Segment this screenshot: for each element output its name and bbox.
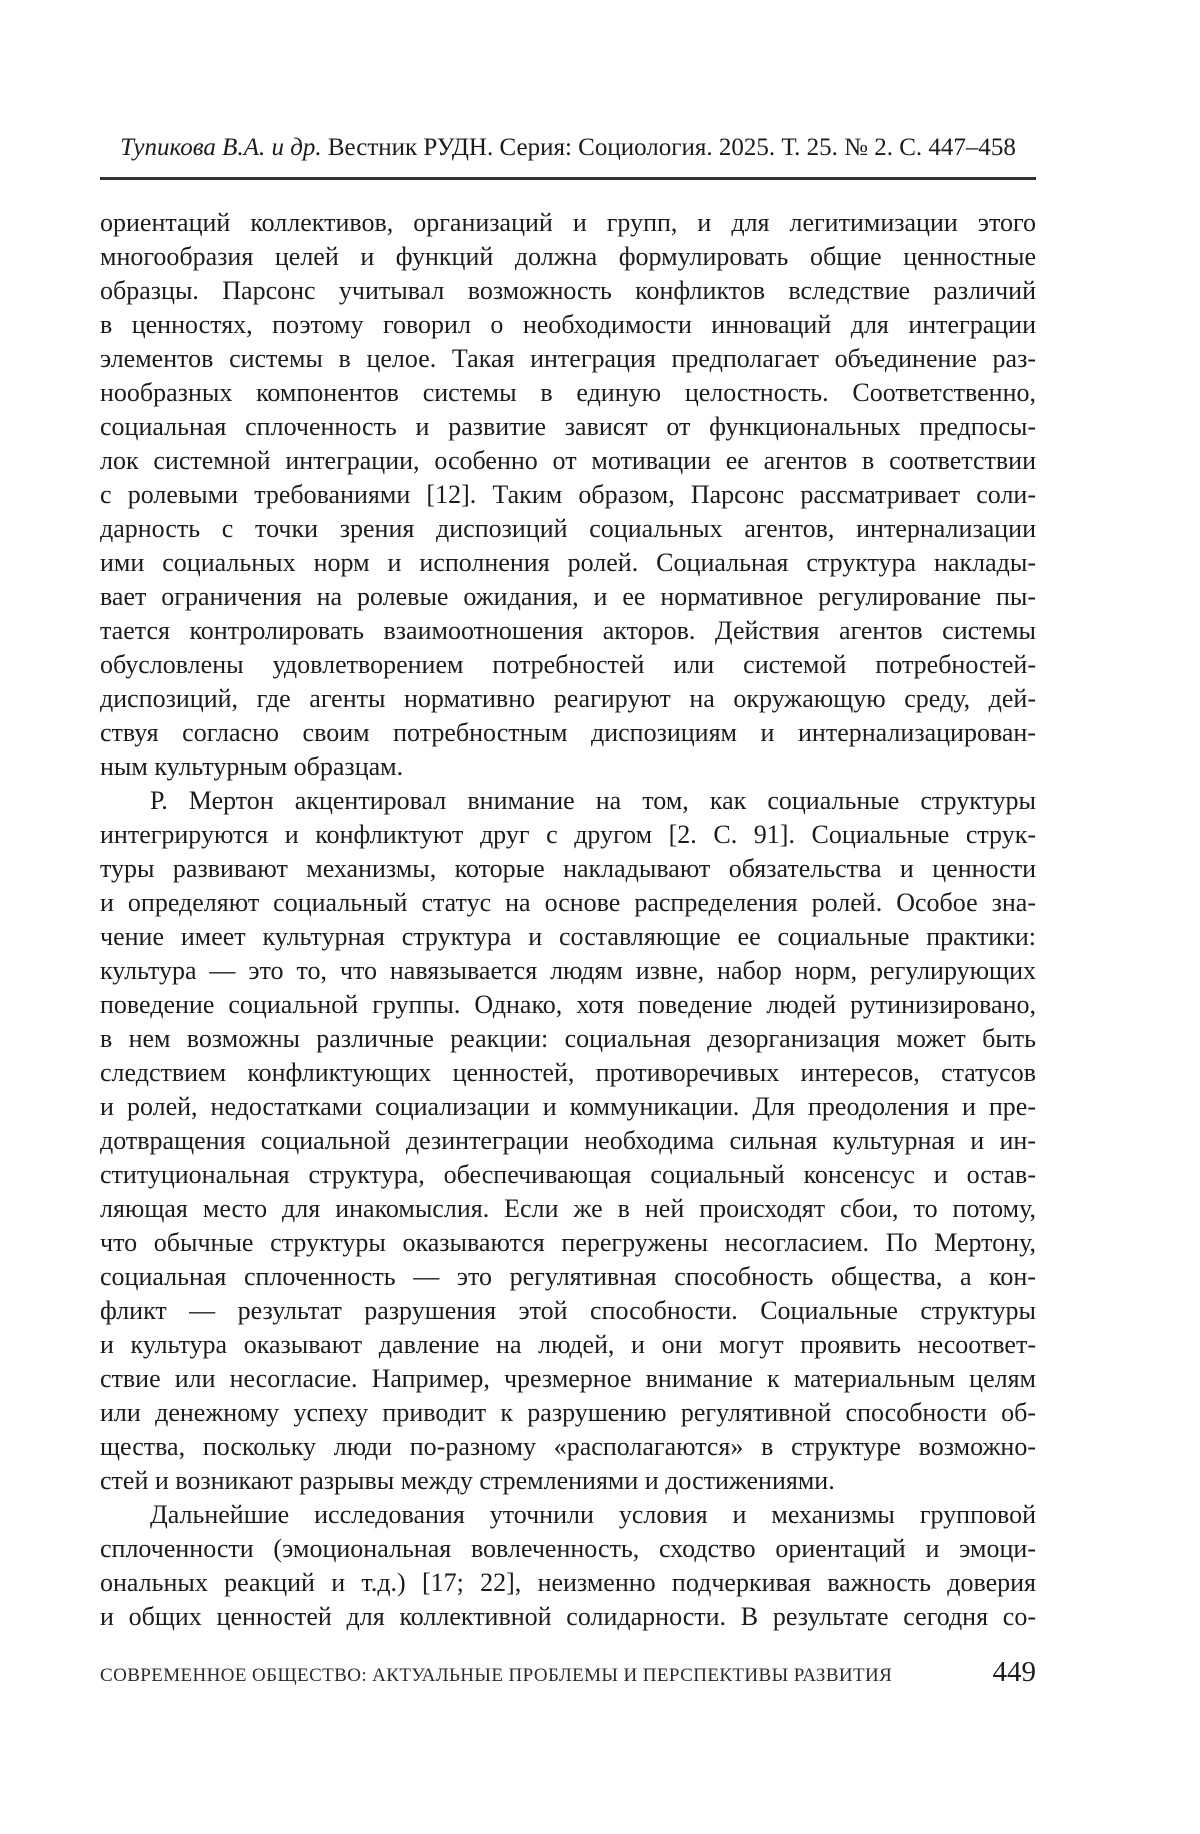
text-line: ональных реакций и т.д.) [17; 22], неизменно подчеркивая важность доверия xyxy=(100,1568,1036,1597)
text-line: и культура оказывают давление на людей, и они могут проявить несоответ- xyxy=(100,1330,1036,1359)
text-line: нообразных компонентов системы в единую целостность. Соответственно, xyxy=(100,378,1036,407)
text-line: ориентаций коллективов, организаций и групп, и для легитимизации этого xyxy=(100,208,1036,237)
text-line: обусловлены удовлетворением потребностей или системой потребностей- xyxy=(100,650,1036,679)
page-footer xyxy=(100,1656,1036,1689)
footer-section-title: СОВРЕМЕННОЕ ОБЩЕСТВО: АКТУАЛЬНЫЕ ПРОБЛЕМЫ И ПЕРСПЕКТИВЫ РАЗВИТИЯ xyxy=(100,1665,893,1686)
text-column xyxy=(100,0,1036,1634)
text-line: ным культурным образцам. xyxy=(100,752,404,781)
text-line: и ролей, недостатками социализации и коммуникации. Для преодоления и пре- xyxy=(100,1092,1036,1121)
text-line: что обычные структуры оказываются перегружены несогласием. По Мертону, xyxy=(100,1228,1036,1257)
text-line: социальная сплоченность и развитие зависят от функциональных предпосы- xyxy=(100,412,1036,441)
text-line: поведение социальной группы. Однако, хотя поведение людей рутинизировано, xyxy=(100,990,1036,1019)
text-line: Р. Мертон акцентировал внимание на том, как социальные структуры xyxy=(150,786,1036,815)
text-line: образцы. Парсонс учитывал возможность конфликтов вследствие различий xyxy=(100,276,1036,305)
paragraph-2 xyxy=(100,784,1036,1498)
text-line: ляющая место для инакомыслия. Если же в ней происходят сбои, то потому, xyxy=(100,1194,1036,1223)
text-line: чение имеет культурная структура и составляющие ее социальные практики: xyxy=(100,922,1036,951)
text-line: Дальнейшие исследования уточнили условия и механизмы групповой xyxy=(150,1500,1036,1529)
text-line: дарность с точки зрения диспозиций социальных агентов, интернализации xyxy=(100,514,1036,543)
text-line: интегрируются и конфликтуют друг с другом [2. С. 91]. Социальные струк- xyxy=(100,820,1036,849)
running-header-authors: Тупикова В.А. и др. xyxy=(120,134,322,161)
text-line: лок системной интеграции, особенно от мотивации ее агентов в соответствии xyxy=(100,446,1036,475)
text-line: в нем возможны различные реакции: социальная дезорганизация может быть xyxy=(100,1024,1036,1053)
running-header-citation: Вестник РУДН. Серия: Социология. 2025. Т. 25. № 2. С. 447–458 xyxy=(321,134,1016,161)
text-line: вает ограничения на ролевые ожидания, и ее нормативное регулирование пы- xyxy=(100,582,1036,611)
text-line: ими социальных норм и исполнения ролей. Социальная структура наклады- xyxy=(100,548,1036,577)
text-line: следствием конфликтующих ценностей, противоречивых интересов, статусов xyxy=(100,1058,1036,1087)
text-line: туры развивают механизмы, которые накладывают обязательства и ценности xyxy=(100,854,1036,883)
text-line: элементов системы в целое. Такая интеграция предполагает объединение раз- xyxy=(100,344,1036,373)
text-line: ствуя согласно своим потребностным диспозициям и интернализацирован- xyxy=(100,718,1036,747)
text-line: ствие или несогласие. Например, чрезмерное внимание к материальным целям xyxy=(100,1364,1036,1393)
text-line: тается контролировать взаимоотношения акторов. Действия агентов системы xyxy=(100,616,1036,645)
text-line: с ролевыми требованиями [12]. Таким образом, Парсонс рассматривает соли- xyxy=(100,480,1036,509)
text-line: и общих ценностей для коллективной солидарности. В результате сегодня со- xyxy=(100,1602,1036,1631)
text-line: сплоченности (эмоциональная вовлеченность, сходство ориентаций и эмоци- xyxy=(100,1534,1036,1563)
text-line: стей и возникают разрывы между стремлениями и достижениями. xyxy=(100,1466,835,1495)
text-line: и определяют социальный статус на основе распределения ролей. Особое зна- xyxy=(100,888,1036,917)
text-line: фликт — результат разрушения этой способности. Социальные структуры xyxy=(100,1296,1036,1325)
text-line: многообразия целей и функций должна формулировать общие ценностные xyxy=(100,242,1036,271)
text-line: в ценностях, поэтому говорил о необходимости инноваций для интеграции xyxy=(100,310,1036,339)
header-rule xyxy=(100,177,1036,180)
page-number: 449 xyxy=(992,1656,1036,1688)
paragraph-1 xyxy=(100,206,1036,784)
text-line: ституциональная структура, обеспечивающая социальный консенсус и остав- xyxy=(100,1160,1036,1189)
text-line: культура — это то, что навязывается людям извне, набор норм, регулирующих xyxy=(100,956,1036,985)
article-body xyxy=(100,206,1036,1634)
text-line: диспозиций, где агенты нормативно реагируют на окружающую среду, дей- xyxy=(100,684,1036,713)
paragraph-3 xyxy=(100,1498,1036,1634)
text-line: щества, поскольку люди по-разному «располагаются» в структуре возможно- xyxy=(100,1432,1036,1461)
running-header xyxy=(100,132,1036,163)
text-line: или денежному успеху приводит к разрушению регулятивной способности об- xyxy=(100,1398,1036,1427)
text-line: дотвращения социальной дезинтеграции необходима сильная культурная и ин- xyxy=(100,1126,1036,1155)
text-line: социальная сплоченность — это регулятивная способность общества, а кон- xyxy=(100,1262,1036,1291)
